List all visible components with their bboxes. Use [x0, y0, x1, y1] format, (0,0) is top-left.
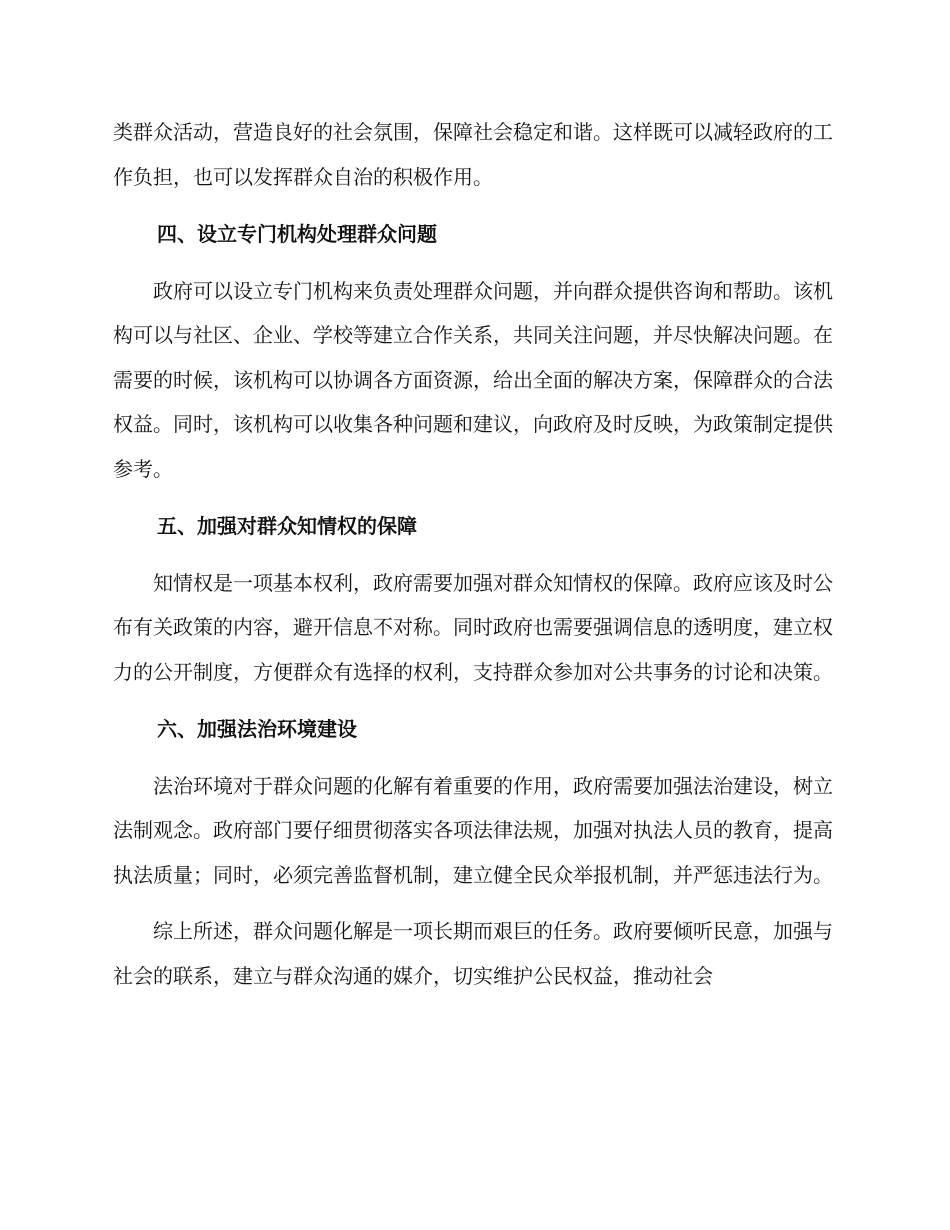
- section-heading-5: 五、加强对群众知情权的保障: [157, 514, 417, 538]
- paragraph-section-4: 政府可以设立专门机构来负责处理群众问题，并向群众提供咨询和帮助。该机构可以与社区、企业、学校等建立合作关系，共同关注问题，并尽快解决问题。在需要的时候，该机构可以协调各方面资源，给出全面的解决方案，保障群众的合法权益。同时，该机构可以收集各种问题和建议，向政府及时反映，为政策制定提供参考。: [113, 278, 833, 481]
- document-body: [113, 110, 833, 998]
- paragraph-conclusion: 综上所述，群众问题化解是一项长期而艰巨的任务。政府要倾听民意，加强与社会的联系，建立与群众沟通的媒介，切实维护公民权益，推动社会: [113, 919, 833, 988]
- paragraph-section-5: 知情权是一项基本权利，政府需要加强对群众知情权的保障。政府应该及时公布有关政策的内容，避开信息不对称。同时政府也需要强调信息的透明度，建立权力的公开制度，方便群众有选择的权利，支持群众参加对公共事务的讨论和决策。: [113, 570, 833, 684]
- section-heading-4: 四、设立专门机构处理群众问题: [157, 222, 437, 246]
- section-heading-6: 六、加强法治环境建设: [157, 717, 357, 741]
- paragraph-intro-continued: 类群众活动，营造良好的社会氛围，保障社会稳定和谐。这样既可以减轻政府的工作负担，也可以发挥群众自治的积极作用。: [113, 120, 833, 189]
- paragraph-section-6: 法治环境对于群众问题的化解有着重要的作用，政府需要加强法治建设，树立法制观念。政府部门要仔细贯彻落实各项法律法规，加强对执法人员的教育，提高执法质量；同时，必须完善监督机制，建立健全民众举报机制，并严惩违法行为。: [113, 773, 833, 887]
